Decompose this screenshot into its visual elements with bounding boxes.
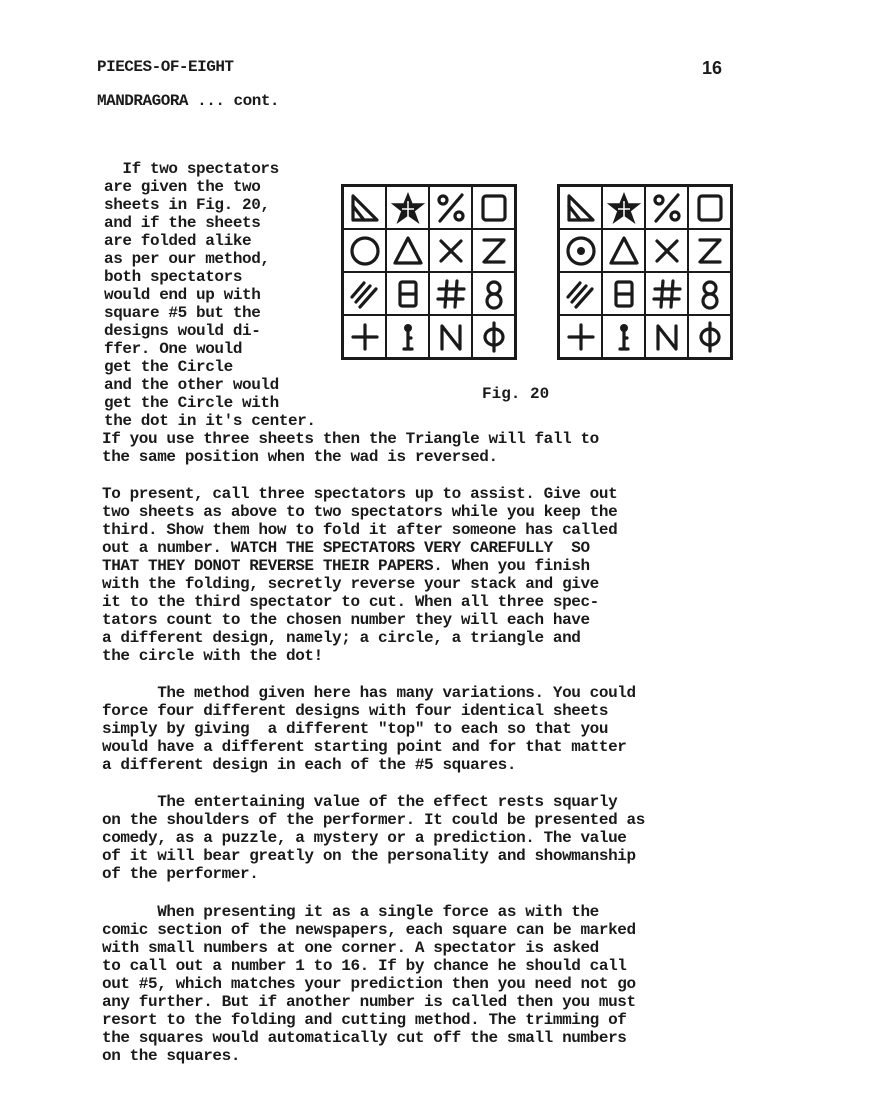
figure-caption: Fig. 20 <box>482 385 550 403</box>
text-line: tators count to the chosen number they will each have <box>102 611 590 629</box>
text-line: THAT THEY DONOT REVERSE THEIR PAPERS. When you finish <box>102 557 590 575</box>
text-line: a different design in each of the #5 squares. <box>102 756 517 774</box>
grid-cell <box>343 315 386 358</box>
text-line: get the Circle <box>104 358 233 376</box>
triangle-corner-icon <box>564 191 598 225</box>
grid-cell <box>645 272 688 315</box>
text-line: are folded alike <box>104 232 252 250</box>
text-line: simply by giving a different "top" to each so that you <box>102 720 609 738</box>
grid-cell <box>386 272 429 315</box>
grid-cell <box>343 186 386 229</box>
text-line: as per our method, <box>104 250 270 268</box>
triangle-icon <box>607 234 641 268</box>
key-icon <box>391 320 425 354</box>
triangle-corner-icon <box>348 191 382 225</box>
text-line: the same position when the wad is reversed. <box>102 448 498 466</box>
grid-cell <box>688 272 731 315</box>
grid-cell <box>386 229 429 272</box>
text-line: on the squares. <box>102 1047 241 1065</box>
grid-cell <box>602 315 645 358</box>
eight-icon <box>477 277 511 311</box>
percent-icon <box>434 191 468 225</box>
text-line: resort to the folding and cutting method. The trimming of <box>102 1011 627 1029</box>
slashes-icon <box>348 277 382 311</box>
eight-icon <box>693 277 727 311</box>
hash-icon <box>434 277 468 311</box>
paragraph-single-force <box>102 903 762 1065</box>
square-icon <box>477 191 511 225</box>
text-line: would have a different starting point and for that matter <box>102 738 627 756</box>
grid-cell <box>472 186 515 229</box>
n-icon <box>650 320 684 354</box>
grid-cell <box>472 272 515 315</box>
text-line: If you use three sheets then the Triangle will fall to <box>102 430 599 448</box>
square-icon <box>693 191 727 225</box>
grid-cell <box>645 229 688 272</box>
grid-cell <box>602 186 645 229</box>
text-line: of it will bear greatly on the personality and showmanship <box>102 847 636 865</box>
x-icon <box>434 234 468 268</box>
text-line: two sheets as above to two spectators while you keep the <box>102 503 618 521</box>
plus-icon <box>348 320 382 354</box>
grid-cell <box>688 186 731 229</box>
text-line: to call out a number 1 to 16. If by chance he should call <box>102 957 627 975</box>
grid-cell <box>429 272 472 315</box>
text-line: the squares would automatically cut off the small numbers <box>102 1029 627 1047</box>
grid-cell <box>429 229 472 272</box>
z-icon <box>477 234 511 268</box>
phi-icon <box>693 320 727 354</box>
grid-cell <box>472 315 515 358</box>
paragraph-entertaining <box>102 793 762 883</box>
text-line: and the other would <box>104 376 279 394</box>
text-line: with the folding, secretly reverse your stack and give <box>102 575 599 593</box>
grid-cell <box>559 272 602 315</box>
phi-icon <box>477 320 511 354</box>
text-line: comic section of the newspapers, each square can be marked <box>102 921 636 939</box>
section-heading: MANDRAGORA ... cont. <box>97 92 280 110</box>
grid-cell <box>386 315 429 358</box>
grid-cell <box>602 229 645 272</box>
circle-dot-icon <box>564 234 598 268</box>
grid-cell <box>602 272 645 315</box>
star-icon <box>391 191 425 225</box>
grid-cell <box>559 315 602 358</box>
text-line: The method given here has many variations. You could <box>102 684 636 702</box>
text-line: out #5, which matches your prediction then you need not go <box>102 975 636 993</box>
design-grid-left <box>341 184 517 360</box>
circle-icon <box>348 234 382 268</box>
text-line: and if the sheets <box>104 214 261 232</box>
grid-cell <box>343 272 386 315</box>
text-line: out a number. WATCH THE SPECTATORS VERY CAREFULLY SO <box>102 539 590 557</box>
box-eight-icon <box>391 277 425 311</box>
grid-cell <box>343 229 386 272</box>
text-line: a different design, namely; a circle, a triangle and <box>102 629 581 647</box>
text-line: with small numbers at one corner. A spectator is asked <box>102 939 599 957</box>
text-line: If two spectators <box>104 160 279 178</box>
running-title: PIECES-OF-EIGHT <box>97 58 234 76</box>
z-icon <box>693 234 727 268</box>
x-icon <box>650 234 684 268</box>
text-line: get the Circle with <box>104 394 279 412</box>
grid-cell <box>429 315 472 358</box>
page-number: 16 <box>702 58 723 78</box>
grid-cell <box>559 186 602 229</box>
text-line: To present, call three spectators up to assist. Give out <box>102 485 618 503</box>
text-line: third. Show them how to fold it after someone has called <box>102 521 618 539</box>
text-line: sheets in Fig. 20, <box>104 196 270 214</box>
paragraph-triangle <box>102 430 762 466</box>
grid-cell <box>688 315 731 358</box>
n-icon <box>434 320 468 354</box>
text-line: designs would di- <box>104 322 261 340</box>
side-paragraph <box>104 160 344 430</box>
text-line: comedy, as a puzzle, a mystery or a prediction. The value <box>102 829 627 847</box>
grid-cell <box>645 315 688 358</box>
grid-cell <box>472 229 515 272</box>
box-eight-icon <box>607 277 641 311</box>
key-icon <box>607 320 641 354</box>
text-line: the circle with the dot! <box>102 647 323 665</box>
grid-cell <box>429 186 472 229</box>
text-line: it to the third spectator to cut. When all three spec- <box>102 593 599 611</box>
percent-icon <box>650 191 684 225</box>
text-line: would end up with <box>104 286 261 304</box>
text-line: both spectators <box>104 268 243 286</box>
design-grid-right <box>557 184 733 360</box>
plus-icon <box>564 320 598 354</box>
text-line: of the performer. <box>102 865 259 883</box>
paragraph-variations <box>102 684 762 774</box>
slashes-icon <box>564 277 598 311</box>
text-line: The entertaining value of the effect rests squarly <box>102 793 618 811</box>
grid-cell <box>559 229 602 272</box>
text-line: ffer. One would <box>104 340 243 358</box>
hash-icon <box>650 277 684 311</box>
paragraph-present <box>102 485 762 665</box>
star-icon <box>607 191 641 225</box>
text-line: When presenting it as a single force as with the <box>102 903 599 921</box>
text-line: on the shoulders of the performer. It could be presented as <box>102 811 645 829</box>
text-line: are given the two <box>104 178 261 196</box>
text-line: the dot in it's center. <box>104 412 316 430</box>
text-line: square #5 but the <box>104 304 261 322</box>
grid-cell <box>386 186 429 229</box>
grid-cell <box>645 186 688 229</box>
triangle-icon <box>391 234 425 268</box>
text-line: any further. But if another number is called then you must <box>102 993 636 1011</box>
grid-cell <box>688 229 731 272</box>
text-line: force four different designs with four identical sheets <box>102 702 609 720</box>
